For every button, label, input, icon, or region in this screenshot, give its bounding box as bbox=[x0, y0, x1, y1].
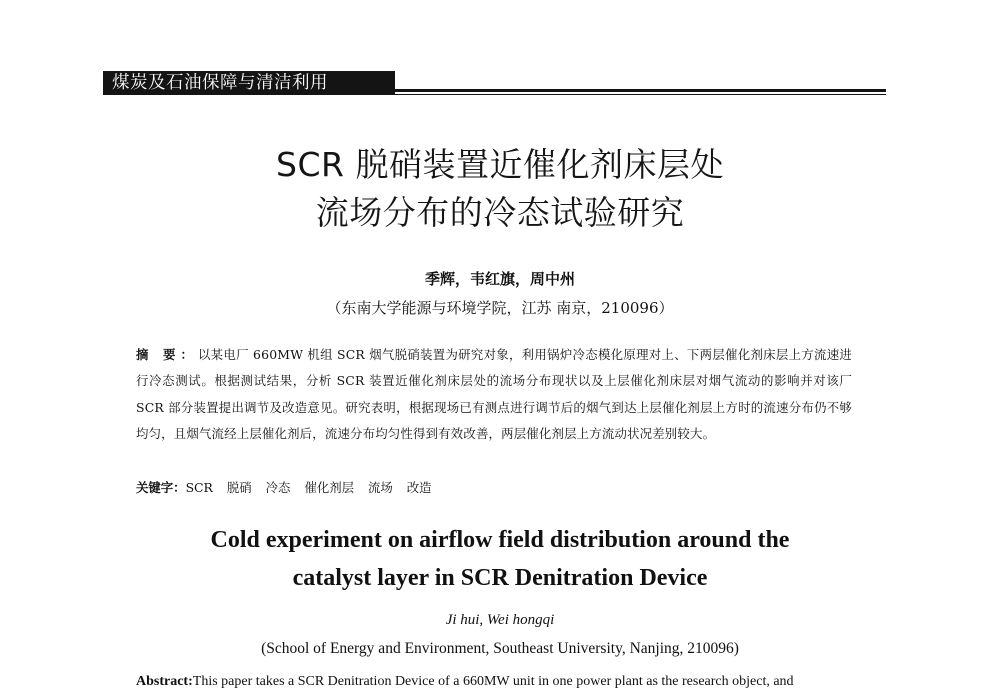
section-header-label: 煤炭及石油保障与清洁利用 bbox=[112, 73, 328, 93]
chinese-title-line-1: SCR 脱硝装置近催化剂床层处 bbox=[276, 145, 724, 184]
chinese-abstract-label: 摘 要： bbox=[136, 347, 198, 362]
english-title-line-2: catalyst layer in SCR Denitration Device bbox=[292, 565, 708, 591]
english-abstract bbox=[136, 672, 794, 692]
keyword: 改造 bbox=[406, 480, 432, 495]
keyword: 脱硝 bbox=[226, 480, 252, 495]
chinese-keywords-label: 关键字： bbox=[136, 480, 186, 495]
keyword: SCR bbox=[185, 480, 213, 495]
chinese-keywords bbox=[136, 477, 446, 499]
chinese-affiliation: （东南大学能源与环境学院，江苏 南京，210096） bbox=[326, 299, 674, 317]
keyword: 流场 bbox=[368, 480, 393, 495]
english-title-line-1: Cold experiment on airflow field distribution around the bbox=[210, 527, 790, 553]
keyword: 冷态 bbox=[265, 480, 291, 495]
english-abstract-text: This paper takes a SCR Denitration Device of a 660MW unit in one power plant as the research object, and bbox=[192, 674, 794, 689]
chinese-abstract-text: 以某电厂 660MW 机组 SCR 烟气脱硝装置为研究对象，利用锅炉冷态模化原理对上、下两层催化剂床层上方流速进行冷态测试。根据测试结果，分析 SCR 装置近催化剂床层处的流场分布现状以及上层催化剂床层对烟气流动的影响并对该厂 SCR 部分装置提出调节及改造意见。研究表明，根据现场已有测点进行调节后的烟气到达上层催化剂层上方时的流速分布仍不够均匀，且烟气流经上层催化剂后，流速分布均匀性得到有效改善，两层催化剂层上方流动状况差别较大。 bbox=[136, 347, 852, 441]
keyword: 催化剂层 bbox=[304, 480, 354, 495]
chinese-title-line-2: 流场分布的冷态试验研究 bbox=[315, 193, 685, 232]
header-rule-thick bbox=[395, 89, 886, 92]
english-abstract-label: Abstract: bbox=[136, 674, 193, 689]
english-affiliation: (School of Energy and Environment, Southeast University, Nanjing, 210096) bbox=[261, 640, 739, 657]
english-authors: Ji hui, Wei hongqi bbox=[445, 612, 555, 628]
chinese-abstract bbox=[136, 342, 852, 447]
header-rule-thin bbox=[395, 94, 886, 95]
chinese-authors: 季辉，韦红旗，周中州 bbox=[424, 270, 575, 288]
